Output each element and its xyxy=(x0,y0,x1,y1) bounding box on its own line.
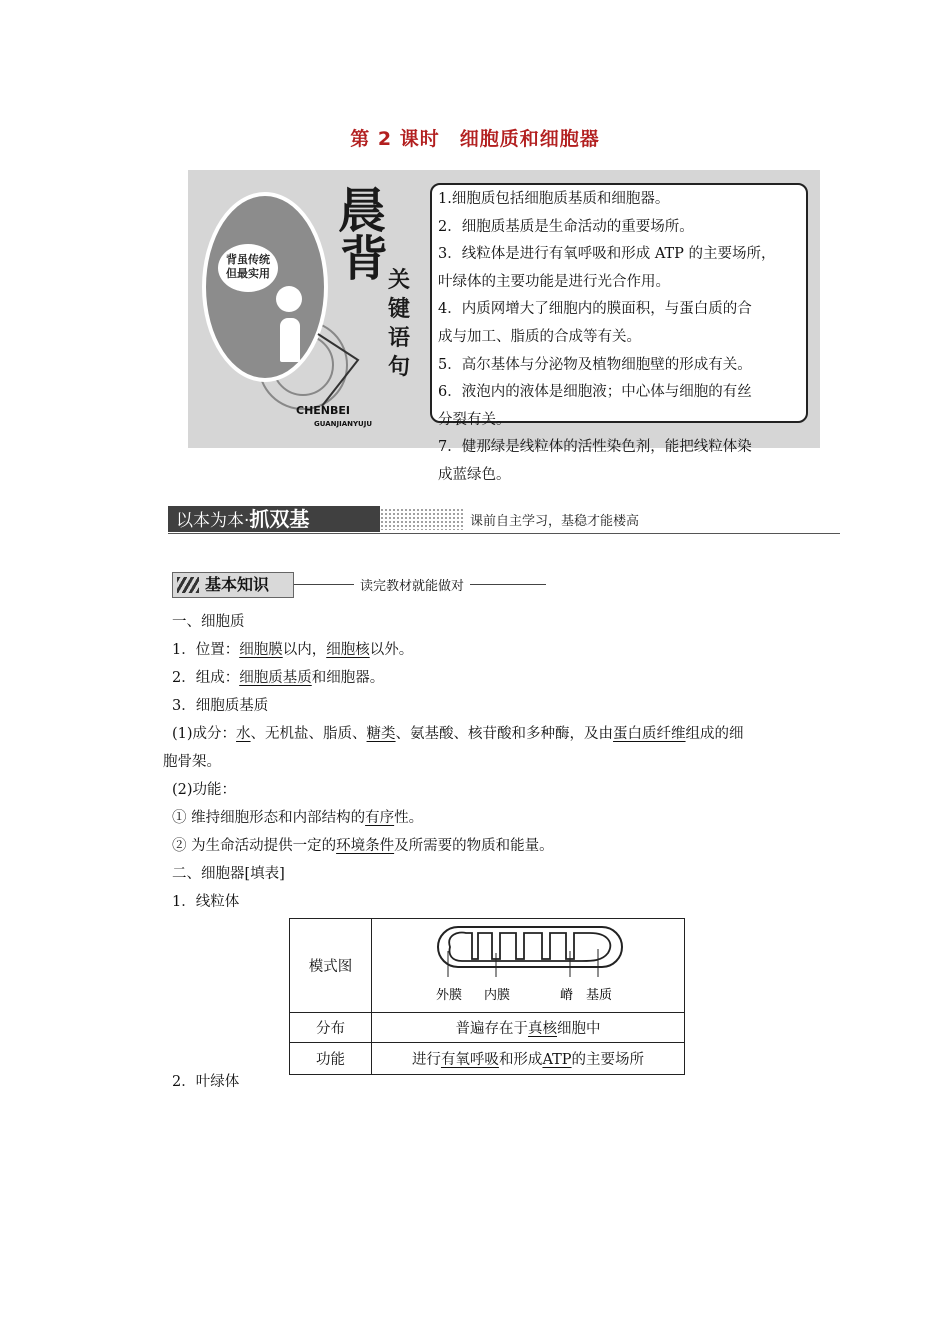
diagram-label: 基质 xyxy=(586,987,613,1003)
line-function-1 xyxy=(172,808,423,828)
text: 进行 xyxy=(411,1052,441,1068)
row-header: 模式图 xyxy=(290,919,372,1013)
heading-cytoplasm: 一、细胞质 xyxy=(172,614,245,630)
text: 2．组成： xyxy=(172,670,240,686)
vertical-char: 键 xyxy=(388,297,411,322)
char-chen: 晨 xyxy=(338,183,387,239)
row-header: 功能 xyxy=(290,1043,372,1075)
section-strip xyxy=(168,506,840,532)
heading-subtitle: 读完教材就能做对 xyxy=(354,575,470,594)
answer-blank: 细胞质基质 xyxy=(239,670,312,686)
key-sentence: 成与加工、脂质的合成等有关。 xyxy=(438,328,641,345)
line-function-2 xyxy=(172,836,554,856)
key-sentence: 4．内质网增大了细胞内的膜面积，与蛋白质的合 xyxy=(438,301,752,318)
line-matrix-heading: 3．细胞质基质 xyxy=(172,698,269,714)
text: (1)成分： xyxy=(172,726,237,742)
arrow-icon xyxy=(314,330,364,410)
diagram-label: 外膜 xyxy=(436,987,463,1003)
text: 以内， xyxy=(282,642,327,658)
mitochondrion-diagram xyxy=(432,921,632,1011)
answer-blank: 环境条件 xyxy=(336,838,395,854)
page-title: 第 2 课时 细胞质和细胞器 xyxy=(350,128,600,150)
answer-blank: 糖类 xyxy=(366,726,396,742)
key-sentences-vertical xyxy=(388,266,410,382)
text: 细胞中 xyxy=(557,1021,601,1037)
row-value xyxy=(372,1013,685,1043)
diagram-cell xyxy=(372,919,685,1013)
key-sentence: 叶绿体的主要功能是进行光合作用。 xyxy=(438,273,670,290)
text: 和细胞器。 xyxy=(311,670,385,686)
heading-label: 基本知识 xyxy=(205,575,270,594)
text: 组成的细 xyxy=(685,726,744,742)
text: ① 维持细胞形态和内部结构的 xyxy=(172,810,366,826)
vertical-char: 句 xyxy=(388,355,411,380)
strip-rule xyxy=(168,533,840,534)
line-function-heading: (2)功能： xyxy=(172,782,237,798)
vertical-char: 关 xyxy=(388,268,411,293)
line-composition xyxy=(172,668,384,688)
text: 普遍存在于 xyxy=(455,1021,528,1037)
mitochondria-table xyxy=(289,918,685,1075)
key-sentence: 6．液泡内的液体是细胞液；中心体与细胞的有丝 xyxy=(438,384,752,401)
line-components xyxy=(172,724,744,744)
key-sentence: 1.细胞质包括细胞质基质和细胞器。 xyxy=(438,191,670,207)
key-sentence: 成蓝绿色。 xyxy=(438,466,511,483)
bubble-line: 背虽传统 xyxy=(226,253,270,266)
answer-blank: 真核 xyxy=(528,1021,557,1037)
strip-label xyxy=(168,506,380,532)
slash-icon xyxy=(177,577,199,593)
vertical-char: 语 xyxy=(388,326,411,351)
key-sentence: 分裂有关。 xyxy=(438,411,511,428)
key-sentences-list xyxy=(438,186,808,490)
char-bei: 背 xyxy=(340,231,389,287)
answer-blank: ATP xyxy=(542,1052,572,1068)
speech-bubble xyxy=(218,244,278,292)
diagram-label: 嵴 xyxy=(560,987,574,1003)
answer-blank: 有氧呼吸 xyxy=(440,1052,499,1068)
line-location xyxy=(172,640,413,660)
answer-blank: 蛋白质纤维 xyxy=(613,726,686,742)
bubble-line: 但最实用 xyxy=(226,267,270,280)
heading-tag xyxy=(172,572,294,598)
line-components-cont: 胞骨架。 xyxy=(163,754,221,770)
answer-blank: 细胞核 xyxy=(326,642,370,658)
text: 及所需要的物质和能量。 xyxy=(394,838,554,854)
strip-label-bold: 抓双基 xyxy=(249,507,310,531)
text: 和形成 xyxy=(498,1052,543,1068)
answer-blank: 细胞膜 xyxy=(239,642,283,658)
diagram-label: 内膜 xyxy=(484,987,511,1003)
text: 的主要场所 xyxy=(571,1052,645,1068)
key-sentence: 7．健那绿是线粒体的活性染色剂，能把线粒体染 xyxy=(438,439,752,456)
text: 性。 xyxy=(394,810,424,826)
key-sentence: 2．细胞质基质是生命活动的重要场所。 xyxy=(438,218,694,235)
answer-blank: 水 xyxy=(236,726,251,742)
text: ② 为生命活动提供一定的 xyxy=(172,838,337,854)
table-row xyxy=(290,919,685,1013)
person-body-icon xyxy=(280,318,300,362)
strip-subtitle: 课前自主学习，基稳才能楼高 xyxy=(470,514,640,529)
key-sentence: 3．线粒体是进行有氧呼吸和形成 ATP 的主要场所， xyxy=(438,246,776,263)
heading-organelles: 二、细胞器[填表] xyxy=(172,866,285,882)
line-chloroplast: 2．叶绿体 xyxy=(172,1074,240,1090)
text: 、无机盐、脂质、 xyxy=(250,726,367,742)
text: 以外。 xyxy=(369,642,414,658)
person-head-icon xyxy=(276,286,302,312)
brand-subtext: GUANJIANYUJU xyxy=(314,420,373,428)
answer-blank: 有序 xyxy=(365,810,395,826)
table-row xyxy=(290,1013,685,1043)
row-value xyxy=(372,1043,685,1075)
row-header: 分布 xyxy=(290,1013,372,1043)
strip-label-main: 以本为本· xyxy=(176,511,250,531)
table-row xyxy=(290,1043,685,1075)
strip-dot-pattern xyxy=(380,508,464,530)
line-mitochondria: 1．线粒体 xyxy=(172,894,240,910)
section-heading xyxy=(172,572,552,600)
brand-text: CHENBEI xyxy=(296,404,350,417)
text: 1．位置： xyxy=(172,642,240,658)
key-sentence: 5．高尔基体与分泌物及植物细胞壁的形成有关。 xyxy=(438,356,752,373)
text: 、氨基酸、核苷酸和多种酶，及由 xyxy=(395,726,614,742)
